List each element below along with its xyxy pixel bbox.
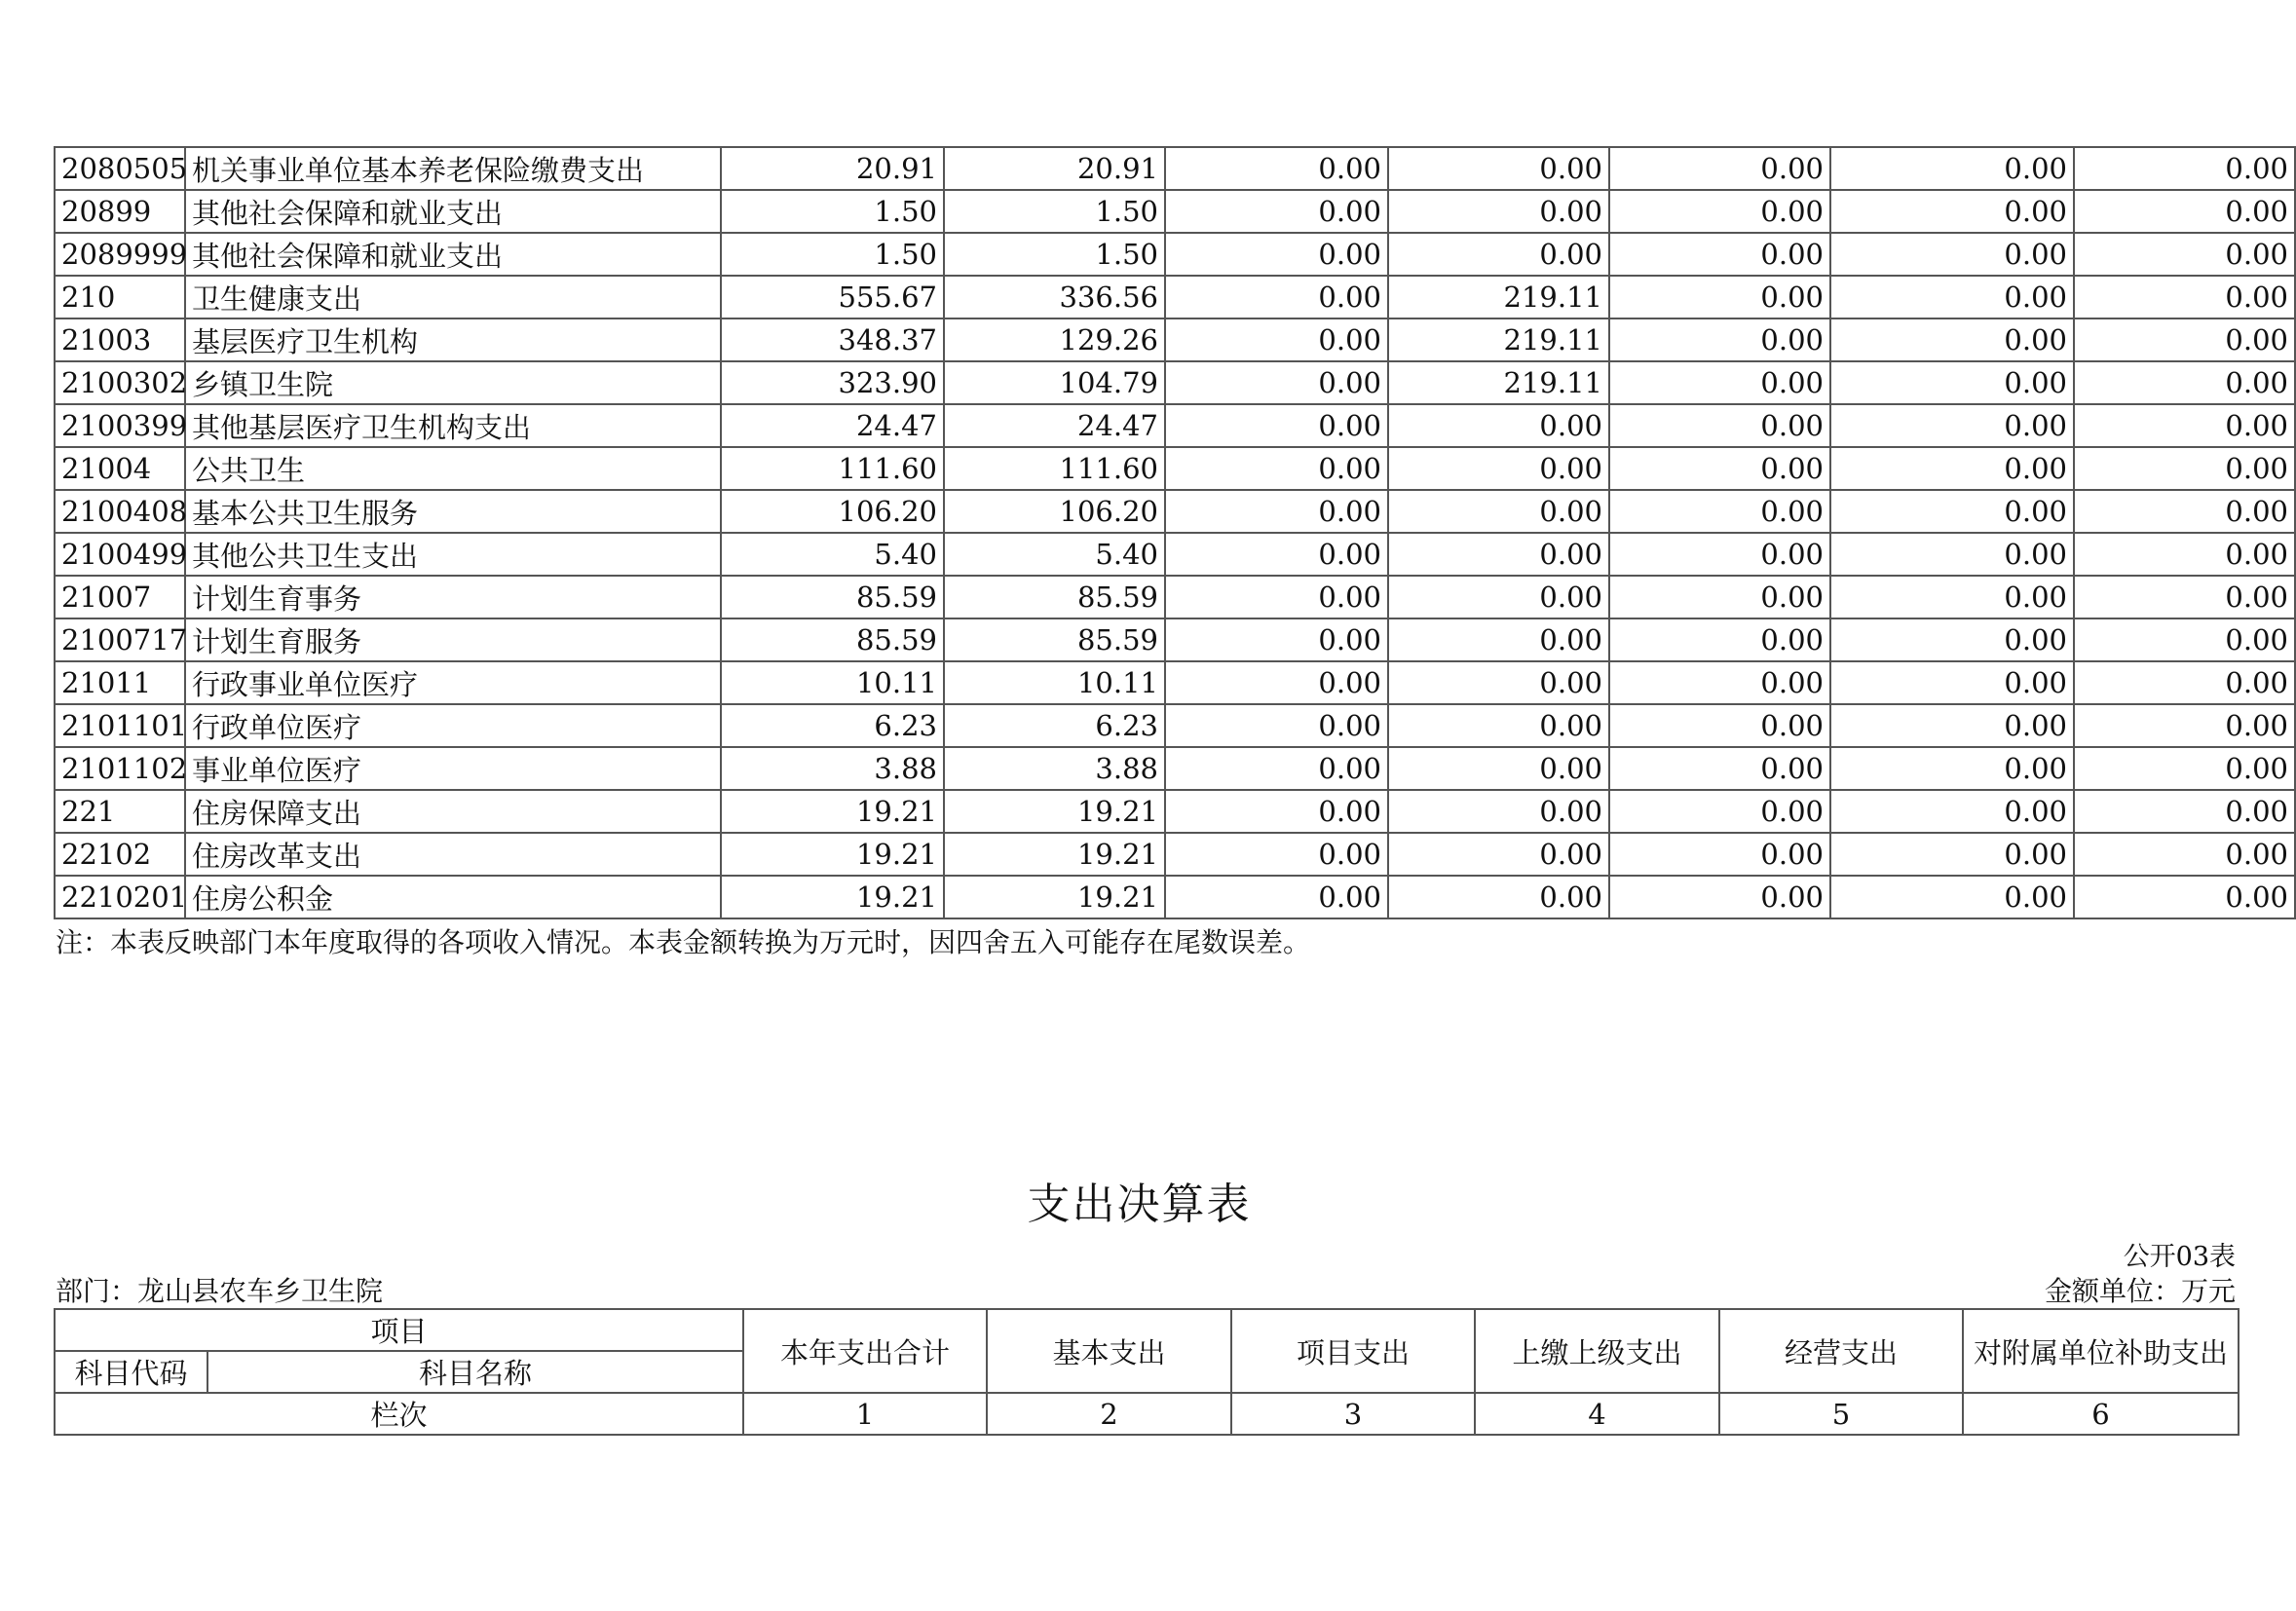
subject-code-cell: 22102: [55, 833, 185, 876]
amount-cell: 336.56: [944, 276, 1165, 318]
subject-name-cell: 住房改革支出: [185, 833, 721, 876]
amount-cell: 0.00: [1830, 404, 2074, 447]
amount-cell: 0.00: [1165, 361, 1388, 404]
table-row: [55, 704, 2295, 747]
subject-code-cell: 2100302: [55, 361, 185, 404]
table-row: [55, 190, 2295, 233]
header-col-number: 6: [1963, 1393, 2239, 1435]
amount-cell: 85.59: [944, 618, 1165, 661]
amount-cell: 0.00: [1609, 447, 1830, 490]
subject-code-cell: 21011: [55, 661, 185, 704]
amount-cell: 0.00: [1830, 790, 2074, 833]
amount-cell: 19.21: [944, 833, 1165, 876]
subject-code-cell: 2100499: [55, 533, 185, 576]
subject-code-cell: 21004: [55, 447, 185, 490]
amount-cell: 0.00: [1830, 661, 2074, 704]
amount-cell: 0.00: [1165, 661, 1388, 704]
amount-cell: 0.00: [2074, 190, 2295, 233]
subject-code-cell: 2100408: [55, 490, 185, 533]
page-title: 支出决算表: [1027, 1180, 1252, 1229]
table-row: [55, 833, 2295, 876]
amount-cell: 0.00: [1388, 190, 1609, 233]
amount-cell: 0.00: [1830, 447, 2074, 490]
amount-cell: 0.00: [2074, 876, 2295, 918]
subject-name-cell: 住房保障支出: [185, 790, 721, 833]
subject-code-cell: 2080505: [55, 147, 185, 190]
subject-name-cell: 计划生育服务: [185, 618, 721, 661]
subject-code-cell: 2210201: [55, 876, 185, 918]
amount-cell: 10.11: [944, 661, 1165, 704]
table-row: [55, 276, 2295, 318]
amount-cell: 0.00: [2074, 618, 2295, 661]
amount-cell: 104.79: [944, 361, 1165, 404]
amount-cell: 1.50: [721, 233, 944, 276]
amount-cell: 0.00: [2074, 318, 2295, 361]
income-table-body: [55, 147, 2295, 918]
amount-cell: 0.00: [1830, 233, 2074, 276]
subject-code-cell: 2089999: [55, 233, 185, 276]
subject-code-cell: 2101102: [55, 747, 185, 790]
amount-cell: 1.50: [944, 190, 1165, 233]
amount-cell: 0.00: [1165, 490, 1388, 533]
amount-cell: 0.00: [2074, 147, 2295, 190]
amount-cell: 0.00: [1388, 404, 1609, 447]
amount-cell: 0.00: [1609, 704, 1830, 747]
subject-name-cell: 乡镇卫生院: [185, 361, 721, 404]
amount-cell: 0.00: [1609, 276, 1830, 318]
amount-cell: 85.59: [944, 576, 1165, 618]
amount-cell: 0.00: [1830, 361, 2074, 404]
amount-cell: 6.23: [944, 704, 1165, 747]
table-row: [55, 618, 2295, 661]
table-row: [55, 576, 2295, 618]
amount-cell: 0.00: [1165, 876, 1388, 918]
income-table: [54, 146, 2296, 919]
subject-name-cell: 其他社会保障和就业支出: [185, 233, 721, 276]
amount-cell: 0.00: [1609, 404, 1830, 447]
amount-cell: 0.00: [2074, 576, 2295, 618]
amount-cell: 0.00: [1388, 447, 1609, 490]
amount-cell: 0.00: [1830, 276, 2074, 318]
table-row: [55, 747, 2295, 790]
header-total-expense: 本年支出合计: [743, 1309, 987, 1393]
amount-cell: 0.00: [2074, 533, 2295, 576]
amount-cell: 3.88: [721, 747, 944, 790]
header-basic-expense: 基本支出: [987, 1309, 1231, 1393]
subject-code-cell: 2100717: [55, 618, 185, 661]
amount-cell: 5.40: [944, 533, 1165, 576]
amount-cell: 0.00: [2074, 233, 2295, 276]
amount-cell: 348.37: [721, 318, 944, 361]
header-subject-name: 科目名称: [207, 1351, 743, 1393]
amount-cell: 0.00: [1609, 190, 1830, 233]
amount-cell: 0.00: [1609, 790, 1830, 833]
amount-cell: 0.00: [1609, 533, 1830, 576]
header-col-number: 2: [987, 1393, 1231, 1435]
amount-cell: 0.00: [1830, 876, 2074, 918]
amount-cell: 0.00: [1165, 233, 1388, 276]
amount-cell: 0.00: [1609, 233, 1830, 276]
amount-cell: 0.00: [1165, 447, 1388, 490]
table-row: [55, 533, 2295, 576]
amount-cell: 0.00: [2074, 404, 2295, 447]
amount-cell: 20.91: [944, 147, 1165, 190]
amount-cell: 0.00: [1165, 147, 1388, 190]
amount-cell: 0.00: [1609, 876, 1830, 918]
table-row: [55, 361, 2295, 404]
amount-cell: 0.00: [1830, 704, 2074, 747]
amount-cell: 219.11: [1388, 318, 1609, 361]
amount-cell: 0.00: [2074, 447, 2295, 490]
amount-cell: 0.00: [1830, 190, 2074, 233]
amount-cell: 10.11: [721, 661, 944, 704]
amount-cell: 0.00: [1830, 618, 2074, 661]
header-col-number: 4: [1475, 1393, 1719, 1435]
amount-cell: 0.00: [1165, 318, 1388, 361]
amount-cell: 0.00: [1609, 747, 1830, 790]
amount-cell: 0.00: [2074, 490, 2295, 533]
amount-cell: 0.00: [1165, 404, 1388, 447]
amount-unit-label: 金额单位：万元: [2044, 1275, 2236, 1307]
amount-cell: 0.00: [1388, 661, 1609, 704]
amount-cell: 24.47: [944, 404, 1165, 447]
amount-cell: 20.91: [721, 147, 944, 190]
amount-cell: 0.00: [1165, 790, 1388, 833]
amount-cell: 0.00: [1388, 704, 1609, 747]
amount-cell: 5.40: [721, 533, 944, 576]
header-col-number: 1: [743, 1393, 987, 1435]
table-row: [55, 490, 2295, 533]
amount-cell: 85.59: [721, 618, 944, 661]
amount-cell: 106.20: [944, 490, 1165, 533]
amount-cell: 0.00: [1609, 318, 1830, 361]
amount-cell: 0.00: [1388, 618, 1609, 661]
expense-table-header: [54, 1308, 2240, 1436]
header-subsidiary-grant: 对附属单位补助支出: [1963, 1309, 2239, 1393]
amount-cell: 0.00: [1830, 747, 2074, 790]
amount-cell: 6.23: [721, 704, 944, 747]
amount-cell: 0.00: [2074, 747, 2295, 790]
subject-code-cell: 21007: [55, 576, 185, 618]
subject-name-cell: 公共卫生: [185, 447, 721, 490]
subject-code-cell: 20899: [55, 190, 185, 233]
subject-code-cell: 21003: [55, 318, 185, 361]
amount-cell: 0.00: [1830, 833, 2074, 876]
amount-cell: 555.67: [721, 276, 944, 318]
amount-cell: 323.90: [721, 361, 944, 404]
subject-name-cell: 基本公共卫生服务: [185, 490, 721, 533]
amount-cell: 24.47: [721, 404, 944, 447]
amount-cell: 0.00: [1609, 618, 1830, 661]
subject-code-cell: 2101101: [55, 704, 185, 747]
amount-cell: 0.00: [2074, 661, 2295, 704]
amount-cell: 0.00: [1165, 704, 1388, 747]
header-superior-remittance: 上缴上级支出: [1475, 1309, 1719, 1393]
table-row: [55, 661, 2295, 704]
subject-name-cell: 卫生健康支出: [185, 276, 721, 318]
amount-cell: 0.00: [1609, 147, 1830, 190]
amount-cell: 0.00: [1388, 490, 1609, 533]
amount-cell: 111.60: [721, 447, 944, 490]
amount-cell: 0.00: [1388, 233, 1609, 276]
amount-cell: 0.00: [1609, 490, 1830, 533]
amount-cell: 0.00: [1165, 190, 1388, 233]
subject-code-cell: 2100399: [55, 404, 185, 447]
table-row: [55, 790, 2295, 833]
amount-cell: 0.00: [1165, 747, 1388, 790]
amount-cell: 0.00: [1388, 147, 1609, 190]
table-note: 注：本表反映部门本年度取得的各项收入情况。本表金额转换为万元时，因四舍五入可能存在尾数误差。: [56, 926, 1311, 958]
amount-cell: 0.00: [1388, 790, 1609, 833]
amount-cell: 0.00: [2074, 833, 2295, 876]
header-operating-expense: 经营支出: [1719, 1309, 1963, 1393]
amount-cell: 0.00: [1609, 576, 1830, 618]
amount-cell: 0.00: [1830, 576, 2074, 618]
subject-name-cell: 其他基层医疗卫生机构支出: [185, 404, 721, 447]
amount-cell: 0.00: [2074, 790, 2295, 833]
header-project-expense: 项目支出: [1231, 1309, 1475, 1393]
header-subject-code: 科目代码: [55, 1351, 207, 1393]
amount-cell: 0.00: [1388, 747, 1609, 790]
amount-cell: 19.21: [721, 876, 944, 918]
subject-name-cell: 事业单位医疗: [185, 747, 721, 790]
subject-name-cell: 基层医疗卫生机构: [185, 318, 721, 361]
header-item: 项目: [55, 1309, 743, 1351]
amount-cell: 19.21: [721, 790, 944, 833]
amount-cell: 0.00: [1388, 533, 1609, 576]
amount-cell: 0.00: [1609, 833, 1830, 876]
amount-cell: 0.00: [1388, 876, 1609, 918]
amount-cell: 0.00: [2074, 276, 2295, 318]
header-row-label: 栏次: [55, 1393, 743, 1435]
amount-cell: 19.21: [944, 876, 1165, 918]
amount-cell: 111.60: [944, 447, 1165, 490]
subject-name-cell: 行政事业单位医疗: [185, 661, 721, 704]
table-row: [55, 318, 2295, 361]
amount-cell: 0.00: [1165, 833, 1388, 876]
amount-cell: 219.11: [1388, 361, 1609, 404]
amount-cell: 0.00: [1830, 318, 2074, 361]
subject-code-cell: 221: [55, 790, 185, 833]
amount-cell: 0.00: [1165, 276, 1388, 318]
amount-cell: 219.11: [1388, 276, 1609, 318]
amount-cell: 0.00: [1165, 533, 1388, 576]
subject-name-cell: 计划生育事务: [185, 576, 721, 618]
amount-cell: 0.00: [2074, 361, 2295, 404]
amount-cell: 19.21: [944, 790, 1165, 833]
amount-cell: 0.00: [1609, 361, 1830, 404]
amount-cell: 0.00: [1830, 533, 2074, 576]
subject-name-cell: 其他社会保障和就业支出: [185, 190, 721, 233]
amount-cell: 0.00: [2074, 704, 2295, 747]
table-number: 公开03表: [2123, 1242, 2236, 1272]
subject-code-cell: 210: [55, 276, 185, 318]
table-row: [55, 876, 2295, 918]
subject-name-cell: 其他公共卫生支出: [185, 533, 721, 576]
amount-cell: 0.00: [1830, 490, 2074, 533]
subject-name-cell: 住房公积金: [185, 876, 721, 918]
amount-cell: 0.00: [1165, 576, 1388, 618]
table-row: [55, 447, 2295, 490]
table-row: [55, 147, 2295, 190]
amount-cell: 3.88: [944, 747, 1165, 790]
amount-cell: 106.20: [721, 490, 944, 533]
amount-cell: 129.26: [944, 318, 1165, 361]
header-col-number: 5: [1719, 1393, 1963, 1435]
amount-cell: 1.50: [944, 233, 1165, 276]
subject-name-cell: 机关事业单位基本养老保险缴费支出: [185, 147, 721, 190]
department-label: 部门：龙山县农车乡卫生院: [56, 1275, 384, 1307]
amount-cell: 0.00: [1165, 618, 1388, 661]
amount-cell: 0.00: [1388, 833, 1609, 876]
amount-cell: 1.50: [721, 190, 944, 233]
amount-cell: 0.00: [1830, 147, 2074, 190]
table-row: [55, 233, 2295, 276]
table-row: [55, 404, 2295, 447]
amount-cell: 19.21: [721, 833, 944, 876]
header-col-number: 3: [1231, 1393, 1475, 1435]
amount-cell: 85.59: [721, 576, 944, 618]
amount-cell: 0.00: [1609, 661, 1830, 704]
amount-cell: 0.00: [1388, 576, 1609, 618]
subject-name-cell: 行政单位医疗: [185, 704, 721, 747]
